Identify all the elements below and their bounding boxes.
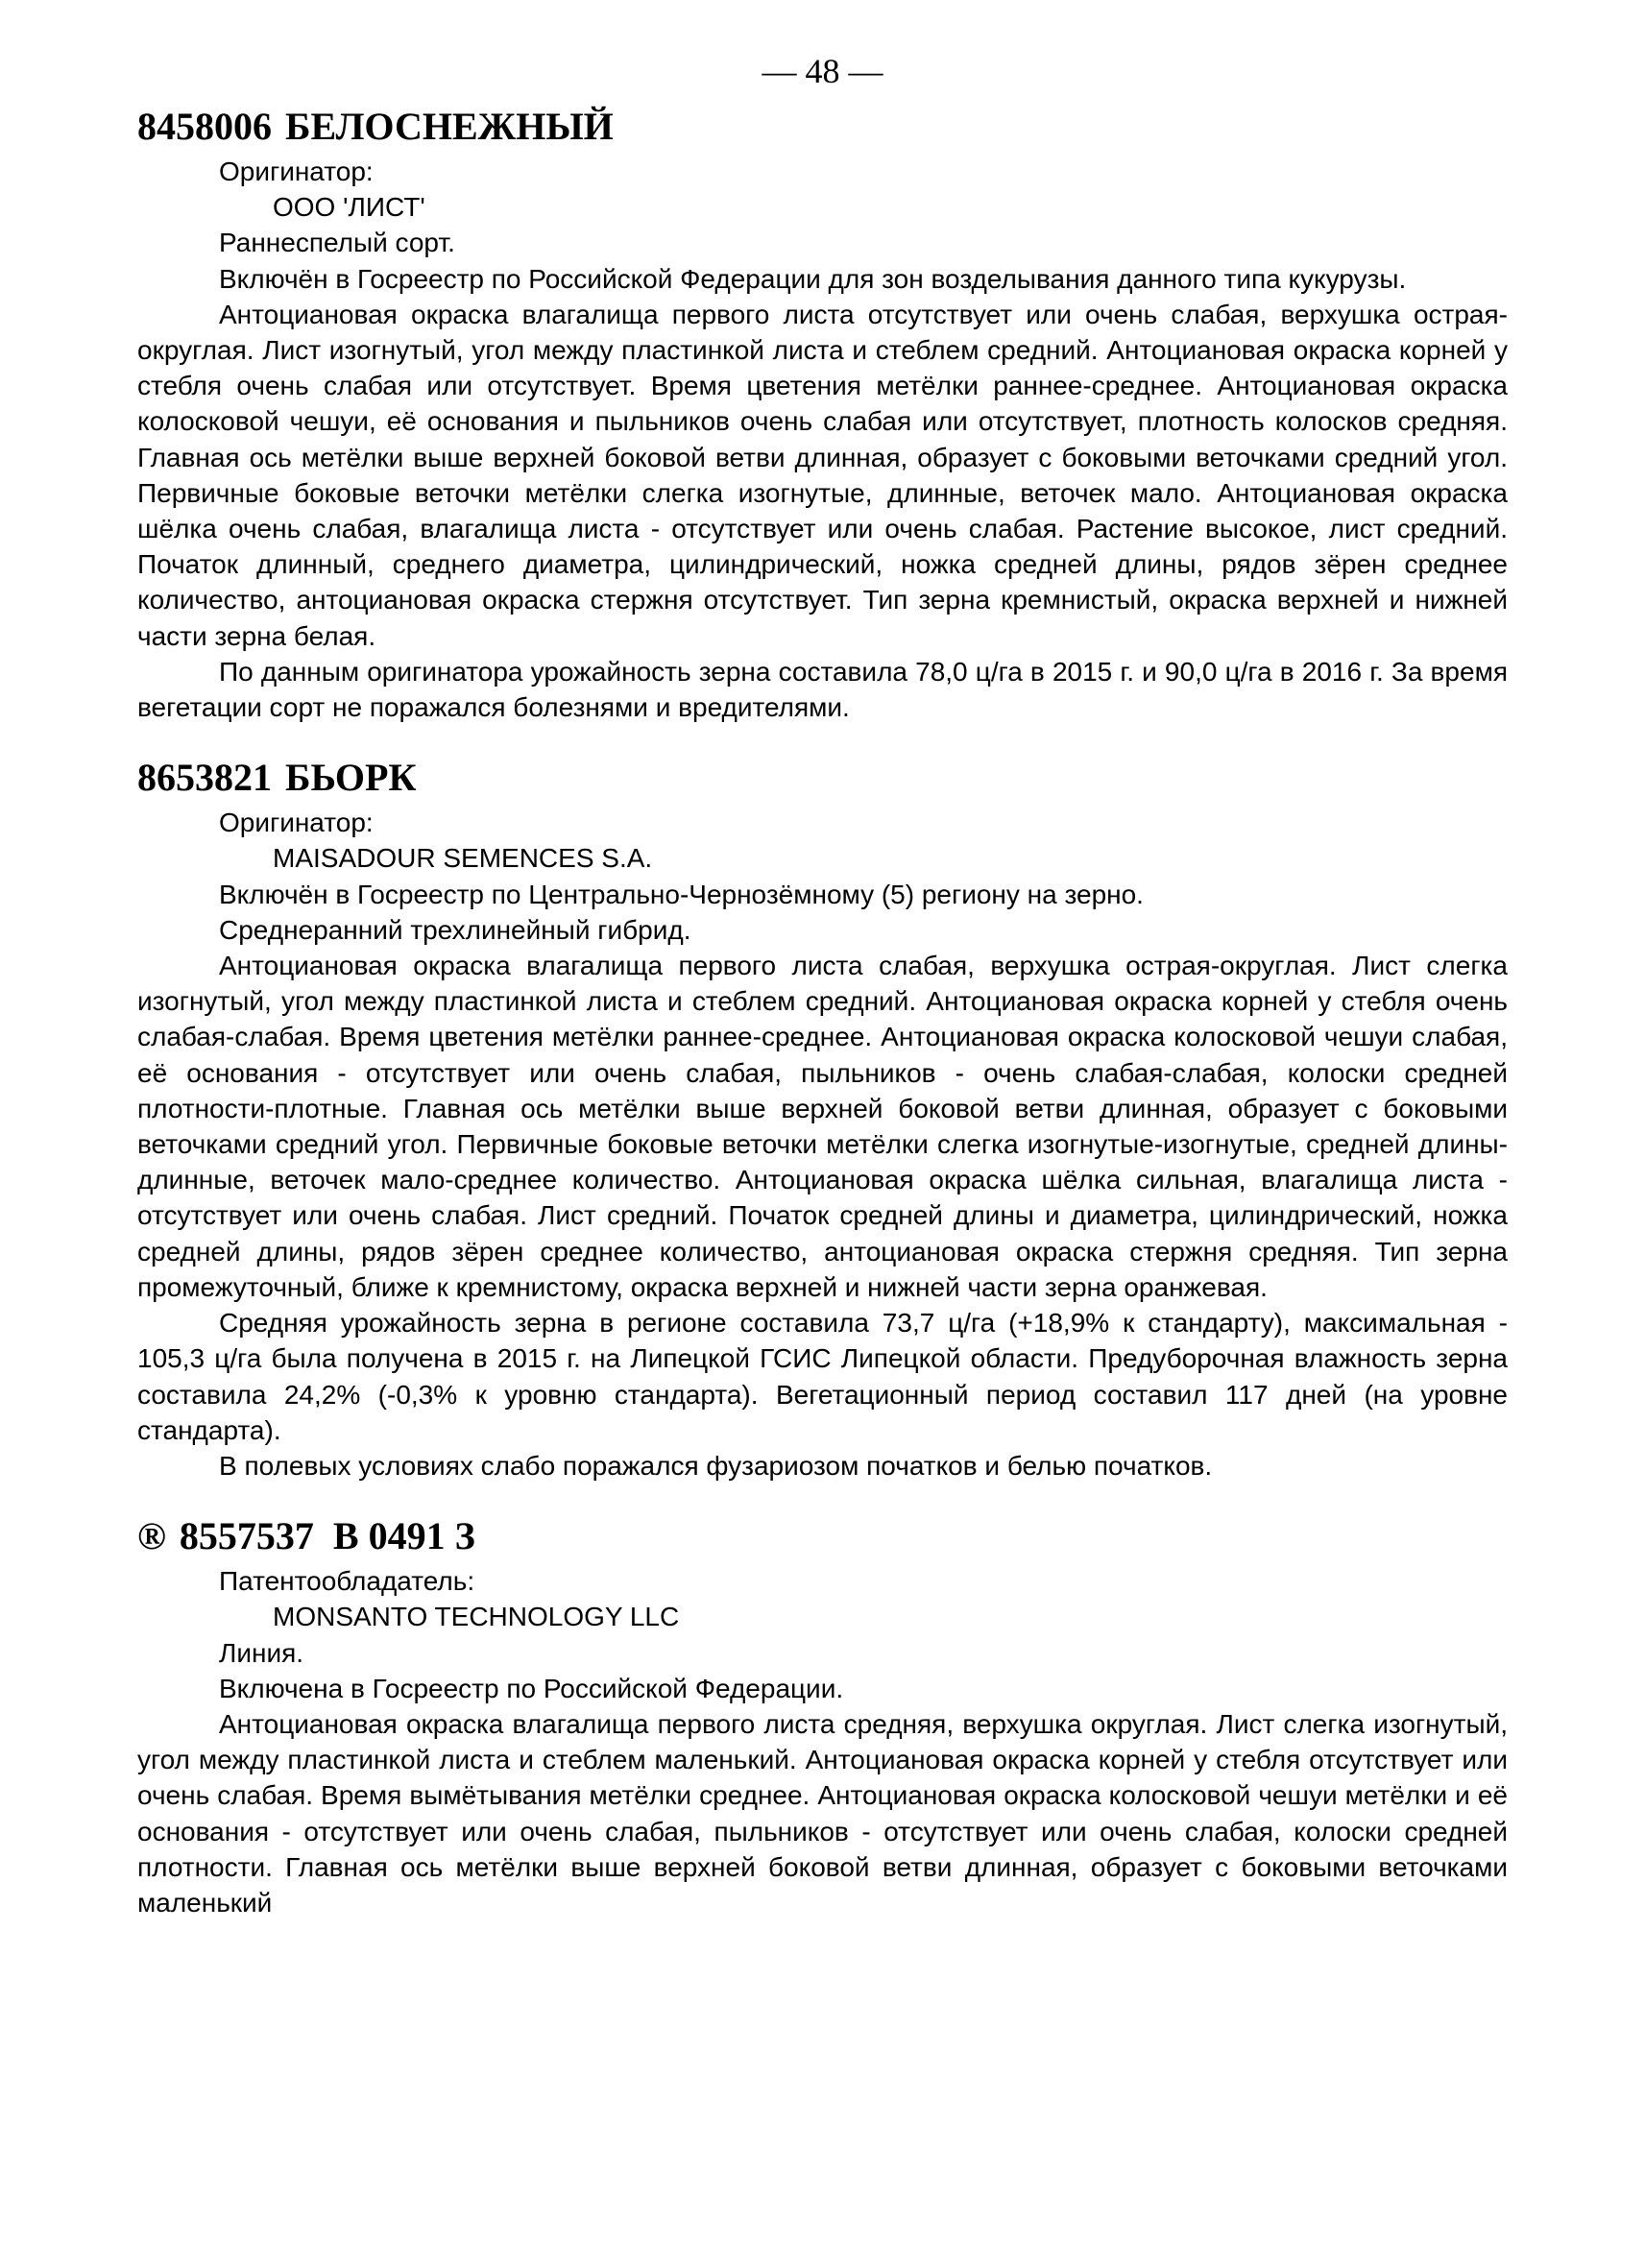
- entry-code: 8458006: [137, 105, 272, 148]
- entry-paragraph: Антоциановая окраска влагалища первого листа средняя, верхушка округлая. Лист слегка изогнутый, угол между пластинкой листа и стеблем маленький. Антоциановая окраска корней у стебля отсутствует или очень слабая. Время вымётывания метёлки среднее. Антоциановая окраска колосковой чешуи метёлки и её основания - отсутствует или очень слабая, пыльников - отсутствует или очень слабая, колоски средней плотности. Главная ось метёлки выше верхней боковой ветви длинная, образует с боковыми веточками маленький: [137, 1708, 1508, 1918]
- holder-name: ООО 'ЛИСТ': [273, 192, 425, 223]
- page-number: — 48 —: [762, 52, 883, 90]
- entry-paragraph: По данным оригинатора урожайность зерна составила 78,0 ц/га в 2015 г. и 90,0 ц/га в 2016 г. За время вегетации сорт не поражался болезнями и вредителями.: [137, 656, 1508, 723]
- entry-body: [137, 154, 1508, 725]
- entry-name: БЕЛОСНЕЖНЫЙ: [285, 105, 614, 148]
- entry-paragraph: Средняя урожайность зерна в регионе составила 73,7 ц/га (+18,9% к стандарту), максимальная - 105,3 ц/га была получена в 2015 г. на Липецкой ГСИС Липецкой области. Предуборочная влажность зерна составила 24,2% (-0,3% к уровню стандарта). Вегетационный период составил 117 дней (на уровне стандарта).: [137, 1308, 1508, 1445]
- entry-body: [137, 805, 1508, 1484]
- entry-paragraph: В полевых условиях слабо поражался фузариозом початков и белью початков.: [219, 1450, 1213, 1481]
- entry-paragraph: Антоциановая окраска влагалища первого листа слабая, верхушка острая-округлая. Лист слегка изогнутый, угол между пластинкой листа и стеблем средний. Антоциановая окраска корней у стебля очень слабая-слабая. Время цветения метёлки раннее-среднее. Антоциановая окраска колосковой чешуи слабая, её основания - отсутствует или очень слабая, пыльников - очень слабая-слабая, колоски средней плотности-плотные. Главная ось метёлки выше верхней боковой ветви длинная, образует с боковыми веточками средний угол. Первичные боковые веточки метёлки слегка изогнутые-изогнутые, средней длины-длинные, веточек мало-среднее количество. Антоциановая окраска шёлка сильная, влагалища листа - отсутствует или очень слабая. Лист средний. Початок средней длины и диаметра, цилиндрический, ножка средней длины, рядов зёрен среднее количество, антоциановая окраска стержня средняя. Тип зерна промежуточный, ближе к кремнистому, окраска верхней и нижней части зерна оранжевая.: [137, 951, 1508, 1302]
- entry-paragraph: Включён в Госреестр по Российской Федерации для зон возделывания данного типа кукурузы.: [219, 263, 1407, 294]
- entry-body: [137, 1563, 1508, 1920]
- variety-entry: [137, 1511, 1508, 1920]
- holder-label: Патентообладатель:: [219, 1566, 475, 1597]
- entry-line: Раннеспелый сорт.: [219, 228, 455, 258]
- entry-line: Линия.: [219, 1637, 304, 1668]
- holder-label: Оригинатор:: [219, 808, 374, 838]
- entry-code: 8557537: [179, 1514, 314, 1558]
- entry-name: БЬОРК: [285, 756, 417, 800]
- variety-entry: [137, 753, 1508, 1484]
- registered-mark: ®: [137, 1514, 166, 1558]
- entry-line: Включена в Госреестр по Российской Федерации.: [219, 1673, 844, 1703]
- entry-paragraph: Антоциановая окраска влагалища первого листа отсутствует или очень слабая, верхушка острая-округлая. Лист изогнутый, угол между пластинкой листа и стеблем средний. Антоциановая окраска корней у стебля очень слабая или отсутствует. Время цветения метёлки раннее-среднее. Антоциановая окраска колосковой чешуи, её основания и пыльников очень слабая или отсутствует, плотность колосков средняя. Главная ось метёлки выше верхней боковой ветви длинная, образует с боковыми веточками средний угол. Первичные боковые веточки метёлки слегка изогнутые, длинные, веточек мало. Антоциановая окраска шёлка очень слабая, влагалища листа - отсутствует или очень слабая. Растение высокое, лист средний. Початок длинный, среднего диаметра, цилиндрический, ножка средней длины, рядов зёрен среднее количество, антоциановая окраска стержня отсутствует. Тип зерна кремнистый, окраска верхней и нижней части зерна белая.: [137, 299, 1508, 651]
- entry-title: [137, 753, 1508, 803]
- entry-line: Включён в Госреестр по Центрально-Чернозёмному (5) региону на зерно.: [219, 879, 1144, 909]
- holder-label: Оригинатор:: [219, 157, 374, 186]
- entry-title: [137, 1511, 1508, 1561]
- variety-entry: [137, 102, 1508, 725]
- holder-name: MAISADOUR SEMENCES S.A.: [273, 843, 653, 874]
- entry-code: 8653821: [137, 756, 272, 800]
- document-content: [137, 102, 1508, 1920]
- holder-name: MONSANTO TECHNOLOGY LLC: [273, 1602, 680, 1632]
- entry-line: Среднеранний трехлинейный гибрид.: [219, 914, 691, 945]
- entry-title: [137, 102, 1508, 152]
- entry-name: В 0491 З: [332, 1514, 475, 1558]
